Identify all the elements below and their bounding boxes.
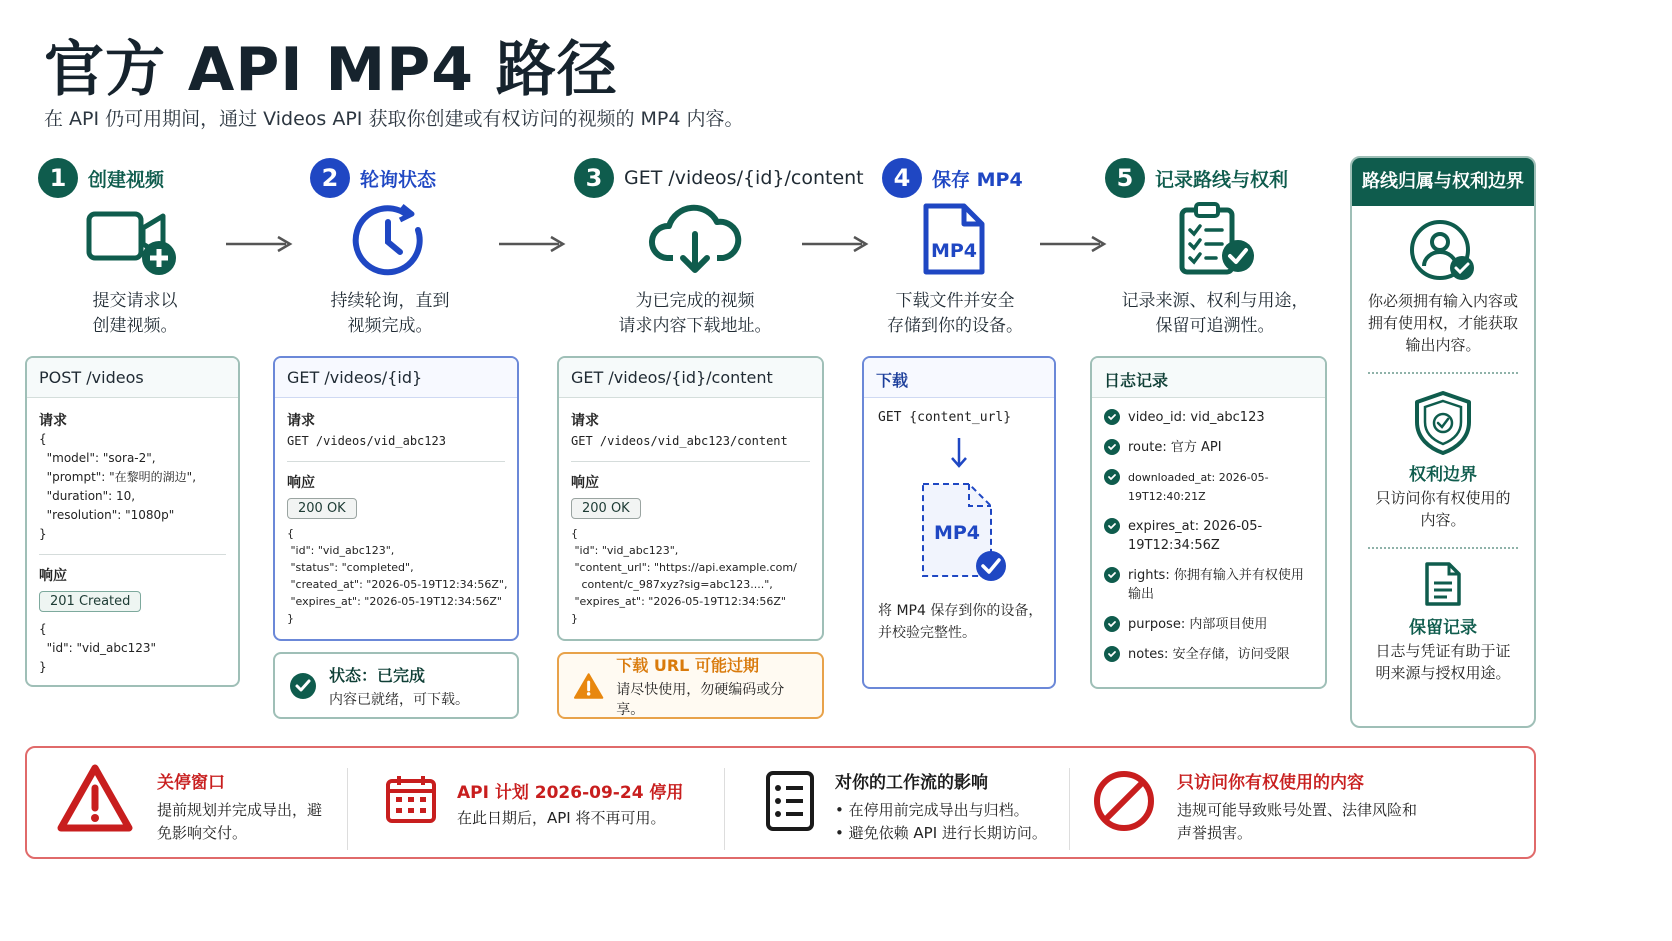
log-row-text: purpose: 内部项目使用 bbox=[1128, 617, 1268, 632]
user-check-icon bbox=[1352, 220, 1534, 284]
sidebar-head: 路线归属与权利边界 bbox=[1352, 158, 1534, 206]
step-1-desc bbox=[40, 289, 230, 339]
log-row-text: notes: 安全存储，访问受限 bbox=[1128, 647, 1290, 662]
log-rows bbox=[1092, 398, 1325, 674]
step-1-desc-line1: 提交请求以 bbox=[92, 291, 178, 311]
access-rights-title: 只访问你有权使用的内容 bbox=[1177, 773, 1364, 793]
workflow-impact-bullet-1: • 在停用前完成导出与归档。 bbox=[835, 801, 1029, 819]
create-response-label: 响应 bbox=[39, 568, 67, 584]
divider bbox=[571, 461, 810, 462]
log-row-text: downloaded_at: 2026-05-19T12:40:21Z bbox=[1128, 471, 1269, 503]
clipboard-check-icon bbox=[1172, 200, 1262, 280]
step-4-badge: 4 bbox=[882, 158, 922, 198]
shutdown-warning-bar bbox=[25, 746, 1536, 859]
keep-records-text: 日志与凭证有助于证明来源与授权用途。 bbox=[1375, 642, 1511, 682]
poll-request-line: GET /videos/vid_abc123 bbox=[287, 434, 446, 448]
step-4-desc-line1: 下载文件并安全 bbox=[895, 291, 1015, 311]
keep-records-title: 保留记录 bbox=[1409, 618, 1477, 638]
page-title: 官方 API MP4 路径 bbox=[44, 35, 618, 105]
divider bbox=[1368, 372, 1518, 374]
access-rights-text: 违规可能导致账号处置、法律风险和声誉损害。 bbox=[1177, 801, 1418, 842]
step-5-header bbox=[1105, 158, 1288, 198]
log-row bbox=[1104, 408, 1313, 427]
step-1-title: 创建视频 bbox=[88, 168, 165, 191]
cloud-download-icon bbox=[645, 200, 745, 280]
status-badge-200: 200 OK bbox=[571, 498, 641, 519]
divider bbox=[724, 768, 725, 850]
poll-request-label: 请求 bbox=[287, 413, 315, 429]
step-4-title: 保存 MP4 bbox=[932, 168, 1023, 191]
step-3-badge: 3 bbox=[574, 158, 614, 198]
shutdown-window-title: 关停窗口 bbox=[157, 773, 225, 793]
log-row bbox=[1104, 517, 1313, 555]
check-circle-icon bbox=[289, 672, 317, 700]
log-row bbox=[1104, 615, 1313, 634]
download-panel-head: 下载 bbox=[864, 358, 1054, 398]
down-arrow-icon bbox=[949, 436, 969, 470]
mp4-file-label: MP4 bbox=[933, 522, 981, 544]
poll-status-panel bbox=[273, 356, 519, 641]
status-completed-title: 状态：已完成 bbox=[329, 665, 426, 685]
step-3-desc-line1: 为已完成的视频 bbox=[635, 291, 755, 311]
shutdown-window-text: 提前规划并完成导出，避免影响交付。 bbox=[157, 801, 323, 842]
content-request-line: GET /videos/vid_abc123/content bbox=[571, 434, 788, 448]
content-panel-head: GET /videos/{id}/content bbox=[559, 358, 822, 398]
step-2-desc bbox=[300, 289, 480, 339]
log-row bbox=[1104, 438, 1313, 457]
check-icon bbox=[1104, 616, 1120, 632]
step-4-desc bbox=[860, 289, 1050, 339]
step-1-badge: 1 bbox=[38, 158, 78, 198]
shield-check-icon bbox=[1352, 390, 1534, 456]
mp4-file-label: MP4 bbox=[930, 240, 978, 262]
api-deprecation-title: API 计划 2026-09-24 停用 bbox=[457, 783, 684, 803]
api-deprecation-text: 在此日期后，API 将不再可用。 bbox=[457, 809, 666, 827]
checklist-icon bbox=[765, 770, 815, 832]
content-response-body: { "id": "vid_abc123", "content_url": "https://api.example.com/ content/c_987xyz?sig=abc123....", "expires_at": "2026-05-19T12:34:56Z" } bbox=[571, 527, 797, 625]
sidebar-intro: 你必须拥有输入内容或拥有使用权，才能获取输出内容。 bbox=[1367, 292, 1518, 354]
content-response-label: 响应 bbox=[571, 475, 599, 491]
step-3-desc bbox=[600, 289, 790, 339]
check-icon bbox=[1104, 409, 1120, 425]
expiry-title: 下载 URL 可能过期 bbox=[616, 655, 759, 675]
divider bbox=[1069, 768, 1070, 850]
api-deprecation-block bbox=[457, 778, 683, 830]
step-5-title: 记录路线与权利 bbox=[1155, 168, 1289, 191]
download-desc-line1: 将 MP4 保存到你的设备， bbox=[878, 603, 1043, 619]
check-icon bbox=[1104, 518, 1120, 534]
warning-triangle-icon bbox=[55, 762, 135, 834]
mp4-file-icon bbox=[918, 202, 990, 276]
log-row-text: route: 官方 API bbox=[1128, 440, 1222, 455]
download-request-line: GET {content_url} bbox=[878, 410, 1012, 425]
status-badge-201: 201 Created bbox=[39, 591, 141, 612]
warning-icon bbox=[573, 672, 604, 700]
divider bbox=[39, 554, 226, 555]
step-3-title: GET /videos/{id}/content bbox=[624, 167, 864, 189]
clock-refresh-icon bbox=[345, 200, 435, 280]
log-row bbox=[1104, 566, 1313, 604]
divider bbox=[1368, 547, 1518, 549]
step-2-title: 轮询状态 bbox=[360, 168, 437, 191]
check-icon bbox=[1104, 646, 1120, 662]
flow-arrow-4 bbox=[1038, 233, 1112, 255]
document-icon bbox=[1352, 561, 1534, 607]
log-row-text: rights: 你拥有输入并有权使用输出 bbox=[1128, 568, 1304, 602]
workflow-impact-bullet-2: • 避免依赖 API 进行长期访问。 bbox=[835, 824, 1047, 842]
step-5-badge: 5 bbox=[1105, 158, 1145, 198]
download-panel bbox=[862, 356, 1056, 689]
status-completed-box bbox=[273, 652, 519, 719]
check-icon bbox=[1104, 439, 1120, 455]
prohibited-icon bbox=[1093, 770, 1155, 832]
download-desc-line2: 并校验完整性。 bbox=[878, 625, 976, 641]
step-4-desc-line2: 存储到你的设备。 bbox=[887, 316, 1023, 336]
workflow-impact-title: 对你的工作流的影响 bbox=[835, 773, 988, 793]
workflow-impact-block bbox=[835, 768, 1047, 845]
step-1-desc-line2: 创建视频。 bbox=[92, 316, 178, 336]
status-completed-text: 内容已就绪，可下载。 bbox=[329, 691, 469, 708]
check-icon bbox=[1104, 567, 1120, 583]
log-record-panel bbox=[1090, 356, 1327, 689]
download-desc bbox=[878, 600, 1042, 644]
flow-arrow-1 bbox=[224, 233, 298, 255]
step-1-header bbox=[38, 158, 164, 198]
rights-boundary-text: 只访问你有权使用的内容。 bbox=[1375, 489, 1511, 529]
content-url-panel bbox=[557, 356, 824, 641]
log-row bbox=[1104, 645, 1313, 664]
step-2-desc-line2: 视频完成。 bbox=[347, 316, 433, 336]
step-4-header bbox=[882, 158, 1023, 198]
flow-arrow-3 bbox=[800, 233, 874, 255]
poll-response-label: 响应 bbox=[287, 475, 315, 491]
page-subtitle: 在 API 仍可用期间，通过 Videos API 获取你创建或有权访问的视频的 MP4 内容。 bbox=[44, 108, 744, 130]
status-badge-200: 200 OK bbox=[287, 498, 357, 519]
log-row bbox=[1104, 468, 1313, 506]
check-icon bbox=[1104, 469, 1120, 485]
access-rights-block bbox=[1177, 768, 1427, 845]
calendar-icon bbox=[385, 774, 437, 824]
create-request-label: 请求 bbox=[39, 413, 67, 429]
divider bbox=[347, 768, 348, 850]
create-response-body: { "id": "vid_abc123" } bbox=[39, 622, 157, 674]
video-camera-plus-icon bbox=[80, 208, 190, 278]
poll-response-body: { "id": "vid_abc123", "status": "completed", "created_at": "2026-05-19T12:34:56Z", "expires_at": "2026-05-19T12:34:56Z" } bbox=[287, 527, 508, 625]
rights-sidebar bbox=[1350, 156, 1536, 728]
poll-panel-head: GET /videos/{id} bbox=[275, 358, 517, 398]
url-expiry-warning bbox=[557, 652, 824, 719]
step-5-desc bbox=[1100, 289, 1330, 339]
create-video-panel bbox=[25, 356, 240, 687]
create-panel-head: POST /videos bbox=[27, 358, 238, 398]
log-row-text: expires_at: 2026-05-19T12:34:56Z bbox=[1128, 519, 1263, 553]
step-3-header bbox=[574, 158, 864, 198]
step-3-desc-line2: 请求内容下载地址。 bbox=[618, 316, 772, 336]
shutdown-window-block bbox=[157, 768, 327, 845]
flow-arrow-2 bbox=[497, 233, 571, 255]
step-5-desc-line2: 保留可追溯性。 bbox=[1155, 316, 1275, 336]
step-2-header bbox=[310, 158, 436, 198]
divider bbox=[287, 461, 505, 462]
expiry-text: 请尽快使用，勿硬编码或分享。 bbox=[616, 681, 785, 718]
mp4-file-icon bbox=[919, 480, 1015, 584]
step-2-desc-line1: 持续轮询，直到 bbox=[330, 291, 450, 311]
content-request-label: 请求 bbox=[571, 413, 599, 429]
log-row-text: video_id: vid_abc123 bbox=[1128, 410, 1265, 425]
rights-boundary-title: 权利边界 bbox=[1409, 465, 1477, 485]
create-request-body: { "model": "sora-2", "prompt": "在黎明的湖边", "duration": 10, "resolution": "1080p" } bbox=[39, 432, 197, 541]
step-2-badge: 2 bbox=[310, 158, 350, 198]
step-5-desc-line1: 记录来源、权利与用途， bbox=[1121, 291, 1309, 311]
log-panel-head: 日志记录 bbox=[1092, 358, 1325, 398]
